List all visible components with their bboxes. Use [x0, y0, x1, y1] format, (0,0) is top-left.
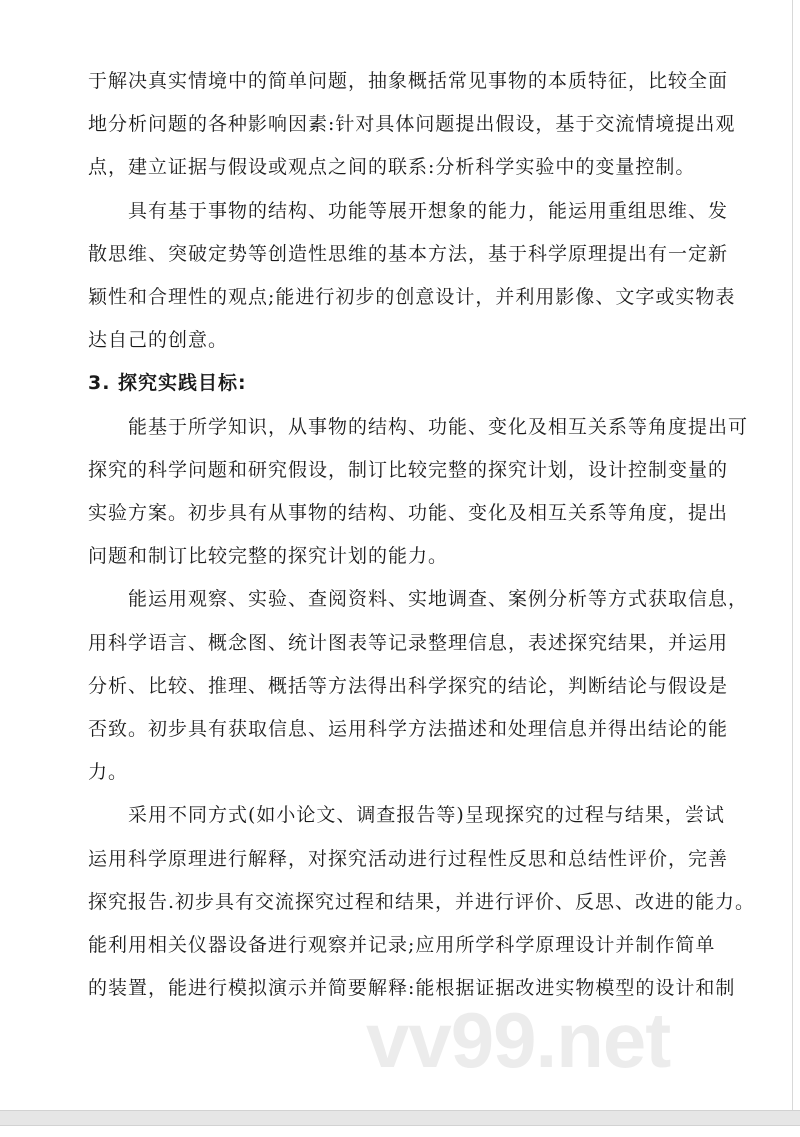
text-line: 运用科学原理进行解释，对探究活动进行过程性反思和总结性评价，完善: [88, 847, 729, 870]
section-heading: 3. 探究实践目标:: [88, 372, 247, 395]
text-line: 实验方案。初步具有从事物的结构、功能、变化及相互关系等角度，提出: [88, 502, 729, 524]
text-line: 达自己的创意。: [88, 329, 229, 352]
text-line: 的装置，能进行模拟演示并简要解释:能根据证据改进实物模型的设计和制: [88, 977, 736, 1000]
text-line: 力。: [88, 761, 129, 784]
text-line: 散思维、突破定势等创造性思维的基本方法，基于科学原理提出有一定新: [88, 242, 729, 265]
text-line: 否致。初步具有获取信息、运用科学方法描述和处理信息并得出结论的能: [88, 718, 729, 740]
text-line: 于解决真实情境中的简单问题，抽象概括常见事物的本质特征，比较全面: [88, 70, 729, 92]
text-line: 用科学语言、概念图、统计图表等记录整理信息，表述探究结果，并运用: [88, 631, 729, 654]
text-line: 能基于所学知识，从事物的结构、功能、变化及相互关系等角度提出可: [128, 415, 749, 438]
text-line: 具有基于事物的结构、功能等展开想象的能力，能运用重组思维、发: [128, 199, 729, 222]
watermark: vv99.net: [366, 996, 671, 1084]
text-line: 探究的科学问题和研究假设，制订比较完整的探究计划，设计控制变量的: [88, 458, 729, 481]
text-line: 地分析问题的各种影响因素:针对具体问题提出假设，基于交流情境提出观: [88, 113, 736, 136]
text-line: 点，建立证据与假设或观点之间的联系:分析科学实验中的变量控制。: [88, 156, 696, 179]
text-line: 能利用相关仪器设备进行观察并记录;应用所学科学原理设计并制作简单: [88, 934, 716, 956]
text-line: 分析、比较、推理、概括等方法得出科学探究的结论，判断结论与假设是: [88, 674, 729, 697]
text-line: 采用不同方式(如小论文、调查报告等)呈现探究的过程与结果，尝试: [128, 804, 725, 827]
text-line: 颖性和合理性的观点;能进行初步的创意设计，并利用影像、文字或实物表: [88, 286, 736, 308]
text-line: 能运用观察、实验、查阅资料、实地调查、案例分析等方式获取信息，: [128, 588, 749, 611]
text-line: 探究报告.初步具有交流探究过程和结果，并进行评价、反思、改进的能力。: [88, 890, 756, 913]
text-line: 问题和制订比较完整的探究计划的能力。: [88, 545, 449, 568]
page-separator: [0, 1110, 800, 1126]
